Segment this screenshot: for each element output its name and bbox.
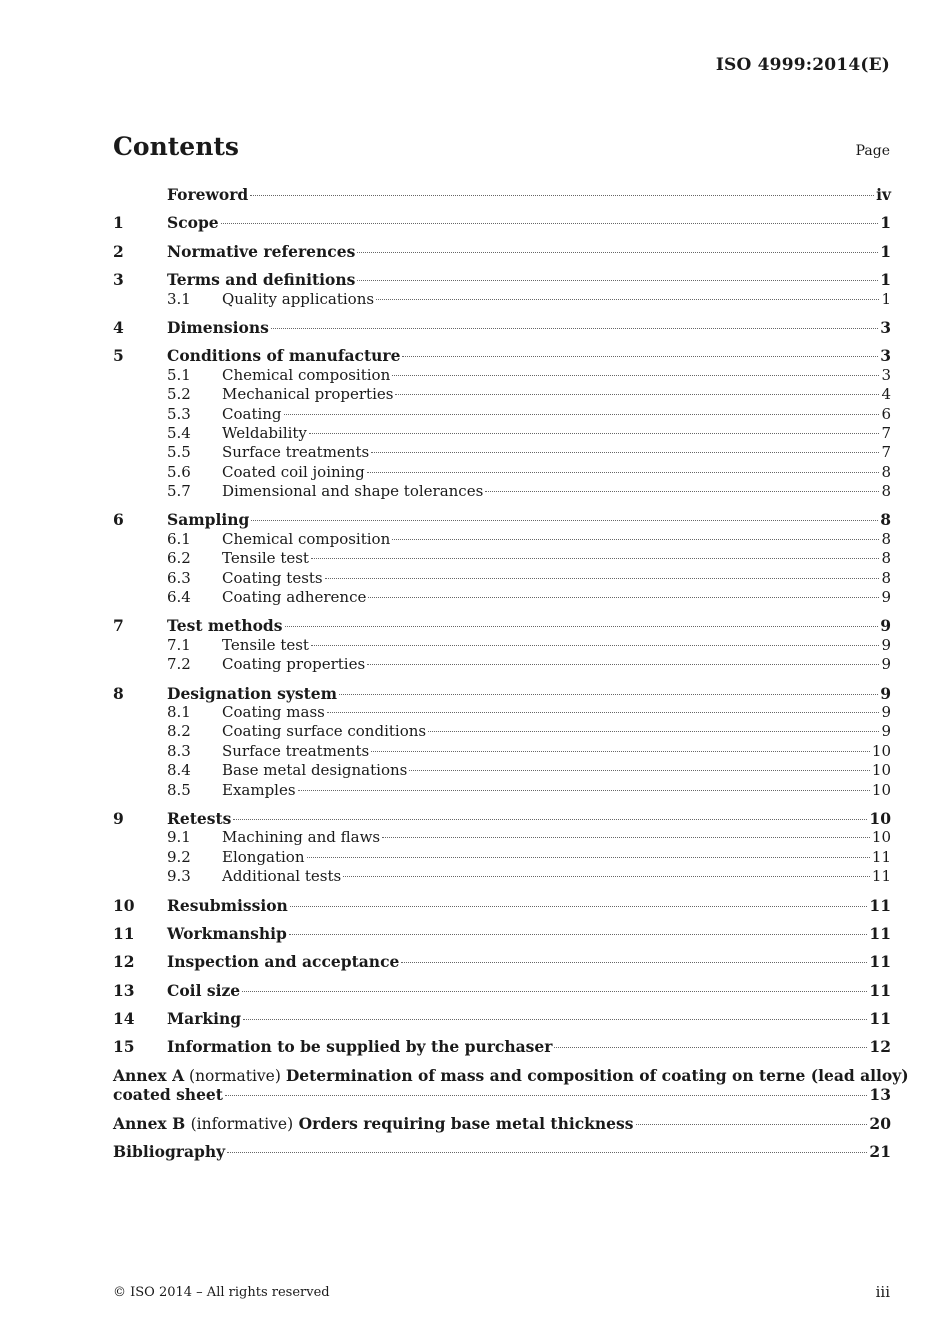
toc-subentry[interactable] [113,366,891,385]
entry-number: 4 [113,317,124,337]
toc-subentry[interactable] [113,655,891,674]
entry-number: 13 [113,980,135,1000]
entry-number: 6.2 [167,549,191,568]
annex-heading [113,1114,634,1134]
entry-title: Resubmission [167,895,288,915]
dot-leader [409,770,870,771]
entry-number: 6.4 [167,588,191,607]
entry-page: 9 [881,655,891,674]
dot-leader [307,857,870,858]
entry-number: 9.1 [167,828,191,847]
entry-title: Information to be supplied by the purchaser [167,1037,553,1057]
dot-leader [242,991,867,992]
dot-leader [428,731,879,732]
toc-subentry[interactable] [113,290,891,309]
toc-entry[interactable] [113,346,891,365]
entry-title: Coating properties [222,655,366,674]
entry-number: 5.3 [167,404,191,423]
dot-leader [402,356,878,357]
annex-label: Annex A [113,1065,185,1085]
entry-title: Coating [222,404,282,423]
entry-page: 21 [869,1142,891,1162]
page-number: iii [875,1283,890,1301]
entry-page: 9 [881,702,891,721]
entry-page: 7 [881,423,891,442]
entry-number: 2 [113,241,124,261]
entry-title: Dimensions [167,317,269,337]
annex-label: Annex B [113,1113,186,1133]
dot-leader [225,1095,867,1096]
dot-leader [395,394,879,395]
contents-header [113,132,890,161]
entry-title: Marking [167,1009,242,1029]
dot-leader [368,597,879,598]
dot-leader [243,1019,867,1020]
dot-leader [392,375,879,376]
entry-page: 1 [880,241,891,261]
entry-title: Chemical composition [222,365,391,384]
entry-title: Examples [222,780,296,799]
entry-page: 4 [881,385,891,404]
dot-leader [250,195,874,196]
dot-leader [289,934,868,935]
dot-leader [485,491,879,492]
entry-title: Terms and definitions [167,270,356,290]
toc-subentry[interactable] [113,424,891,443]
entry-title: Coated coil joining [222,462,365,481]
toc-subentry[interactable] [113,761,891,780]
entry-page: 9 [881,635,891,654]
entry-number: 6 [113,510,124,530]
dot-leader [371,751,870,752]
entry-page: 11 [869,952,891,972]
entry-title: Surface treatments [222,443,370,462]
entry-number: 5.5 [167,443,191,462]
entry-title: Sampling [167,510,250,530]
entry-page: 3 [880,317,891,337]
toc-entry[interactable] [113,1009,891,1028]
entry-page: 10 [871,741,891,760]
dot-leader [367,664,879,665]
entry-page: 11 [869,923,891,943]
entry-title: Normative references [167,241,356,261]
table-of-contents [113,185,909,1162]
annex-title-continued: coated sheet [113,1085,223,1105]
copyright-notice: © ISO 2014 – All rights reserved [113,1285,330,1300]
entry-page: 3 [880,346,891,366]
entry-title: Chemical composition [222,529,391,548]
entry-number: 5.2 [167,385,191,404]
dot-leader [357,280,878,281]
entry-number: 5.1 [167,365,191,384]
dot-leader [311,645,880,646]
entry-number: 5.7 [167,482,191,501]
entry-title: Designation system [167,683,338,703]
annex-a-entry[interactable] [113,1065,909,1085]
entry-page: 12 [869,1037,891,1057]
entry-title: Weldability [222,423,307,442]
toc-subentry[interactable] [113,569,891,588]
entry-title: Surface treatments [222,741,370,760]
annex-title: Orders requiring base metal thickness [298,1113,634,1133]
dot-leader [285,626,879,627]
entry-title: Machining and flaws [222,828,381,847]
dot-leader [376,299,879,300]
entry-number: 7 [113,616,124,636]
entry-page: 11 [869,895,891,915]
toc-entry[interactable] [113,270,891,289]
entry-number: 8.2 [167,722,191,741]
entry-page: 11 [871,847,891,866]
toc-subentry[interactable] [113,703,891,722]
dot-leader [367,472,880,473]
entry-title: Bibliography [113,1142,226,1162]
toc-subentry[interactable] [113,781,891,800]
toc-entry[interactable] [113,1037,891,1056]
dot-leader [233,819,867,820]
entry-title: Coil size [167,980,241,1000]
entry-page: 6 [881,404,891,423]
entry-page: 11 [871,867,891,886]
toc-subentry[interactable] [113,482,891,501]
entry-number: 6.3 [167,568,191,587]
dot-leader [227,1152,867,1153]
entry-title: Additional tests [222,867,342,886]
toc-entry[interactable] [113,684,891,703]
entry-page: 10 [869,808,891,828]
entry-number: 7.1 [167,635,191,654]
entry-number: 9 [113,808,124,828]
entry-number: 8.1 [167,702,191,721]
entry-title: Retests [167,808,232,828]
toc-entry[interactable] [113,952,891,971]
dot-leader [371,452,879,453]
dot-leader [382,837,870,838]
toc-subentry[interactable] [113,405,891,424]
page-column-label: Page [855,143,890,159]
entry-number: 7.2 [167,655,191,674]
dot-leader [401,962,867,963]
toc-subentry[interactable] [113,742,891,761]
entry-page: 8 [881,549,891,568]
toc-subentry[interactable] [113,722,891,741]
toc-subentry[interactable] [113,588,891,607]
entry-page: 20 [869,1113,891,1133]
entry-number: 14 [113,1009,135,1029]
annex-type: (normative) [189,1066,281,1085]
toc-entry[interactable] [113,213,891,232]
entry-title: Tensile test [222,549,309,568]
entry-number: 6.1 [167,529,191,548]
entry-page: 8 [880,510,891,530]
dot-leader [284,414,880,415]
entry-page: 7 [881,443,891,462]
toc-entry[interactable] [113,809,891,828]
annex-type: (informative) [190,1114,294,1133]
toc-subentry[interactable] [113,828,891,847]
entry-page: 9 [880,683,891,703]
entry-title: Test methods [167,616,283,636]
entry-page: 10 [871,761,891,780]
entry-number: 5.6 [167,462,191,481]
entry-title: Inspection and acceptance [167,952,400,972]
entry-page: 11 [869,1009,891,1029]
toc-subentry[interactable] [113,636,891,655]
entry-page: 1 [880,270,891,290]
toc-entry[interactable] [113,616,891,635]
annex-b-entry[interactable] [113,1114,891,1133]
entry-number: 10 [113,895,135,915]
entry-page: 8 [881,462,891,481]
entry-page: 9 [880,616,891,636]
entry-title: Coating adherence [222,588,367,607]
entry-page: 10 [871,780,891,799]
toc-subentry[interactable] [113,385,891,404]
entry-number: 11 [113,923,135,943]
dot-leader [392,539,879,540]
toc-entry[interactable] [113,924,891,943]
toc-subentry[interactable] [113,848,891,867]
toc-subentry[interactable] [113,549,891,568]
annex-title: Determination of mass and composition of coating on terne (lead alloy) [285,1065,909,1085]
entry-number: 3.1 [167,289,191,308]
entry-page: 3 [881,365,891,384]
dot-leader [327,712,880,713]
dot-leader [311,558,880,559]
entry-number: 8.5 [167,780,191,799]
document-id: ISO 4999:2014(E) [715,55,890,75]
bibliography-entry[interactable] [113,1142,891,1161]
toc-entry[interactable] [113,242,891,261]
entry-title: Coating mass [222,702,325,721]
entry-title: Workmanship [167,923,287,943]
dot-leader [290,906,868,907]
entry-page: 10 [871,828,891,847]
dot-leader [271,328,878,329]
entry-number: 9.3 [167,867,191,886]
entry-title: Elongation [222,847,305,866]
entry-title: Mechanical properties [222,385,394,404]
entry-title: Conditions of manufacture [167,346,401,366]
toc-subentry[interactable] [113,530,891,549]
entry-number: 9.2 [167,847,191,866]
dot-leader [636,1124,868,1125]
entry-title: Foreword [167,185,249,204]
entry-title: Base metal designations [222,761,408,780]
toc-subentry[interactable] [113,443,891,462]
dot-leader [298,790,870,791]
toc-entry[interactable] [113,185,891,204]
entry-number: 8.4 [167,761,191,780]
entry-title: Quality applications [222,289,375,308]
entry-page: 1 [880,213,891,233]
entry-page: 8 [881,482,891,501]
entry-page: 9 [881,588,891,607]
dot-leader [309,433,880,434]
entry-title: Dimensional and shape tolerances [222,482,484,501]
entry-page: 13 [869,1085,891,1105]
entry-number: 12 [113,952,135,972]
entry-page: 11 [869,980,891,1000]
entry-title: Tensile test [222,635,309,654]
entry-page: 1 [881,289,891,308]
entry-number: 5 [113,346,124,366]
entry-number: 8.3 [167,741,191,760]
dot-leader [357,252,878,253]
entry-title: Scope [167,213,219,233]
entry-page: 8 [881,529,891,548]
dot-leader [251,520,878,521]
entry-number: 8 [113,683,124,703]
toc-entry[interactable] [113,510,891,529]
dot-leader [339,694,878,695]
toc-entry[interactable] [113,981,891,1000]
entry-page: 9 [881,722,891,741]
entry-page: 8 [881,568,891,587]
dot-leader [554,1047,867,1048]
toc-entry[interactable] [113,318,891,337]
toc-subentry[interactable] [113,463,891,482]
dot-leader [221,223,879,224]
page-title: Contents [113,132,240,161]
dot-leader [325,578,880,579]
toc-subentry[interactable] [113,867,891,886]
entry-page: iv [876,185,891,204]
toc-entry[interactable] [113,896,891,915]
entry-title: Coating tests [222,568,323,587]
entry-number: 5.4 [167,423,191,442]
entry-number: 1 [113,213,124,233]
annex-a-entry-continued[interactable] [113,1085,891,1104]
entry-number: 15 [113,1037,135,1057]
entry-title: Coating surface conditions [222,722,427,741]
dot-leader [343,876,870,877]
entry-number: 3 [113,270,124,290]
